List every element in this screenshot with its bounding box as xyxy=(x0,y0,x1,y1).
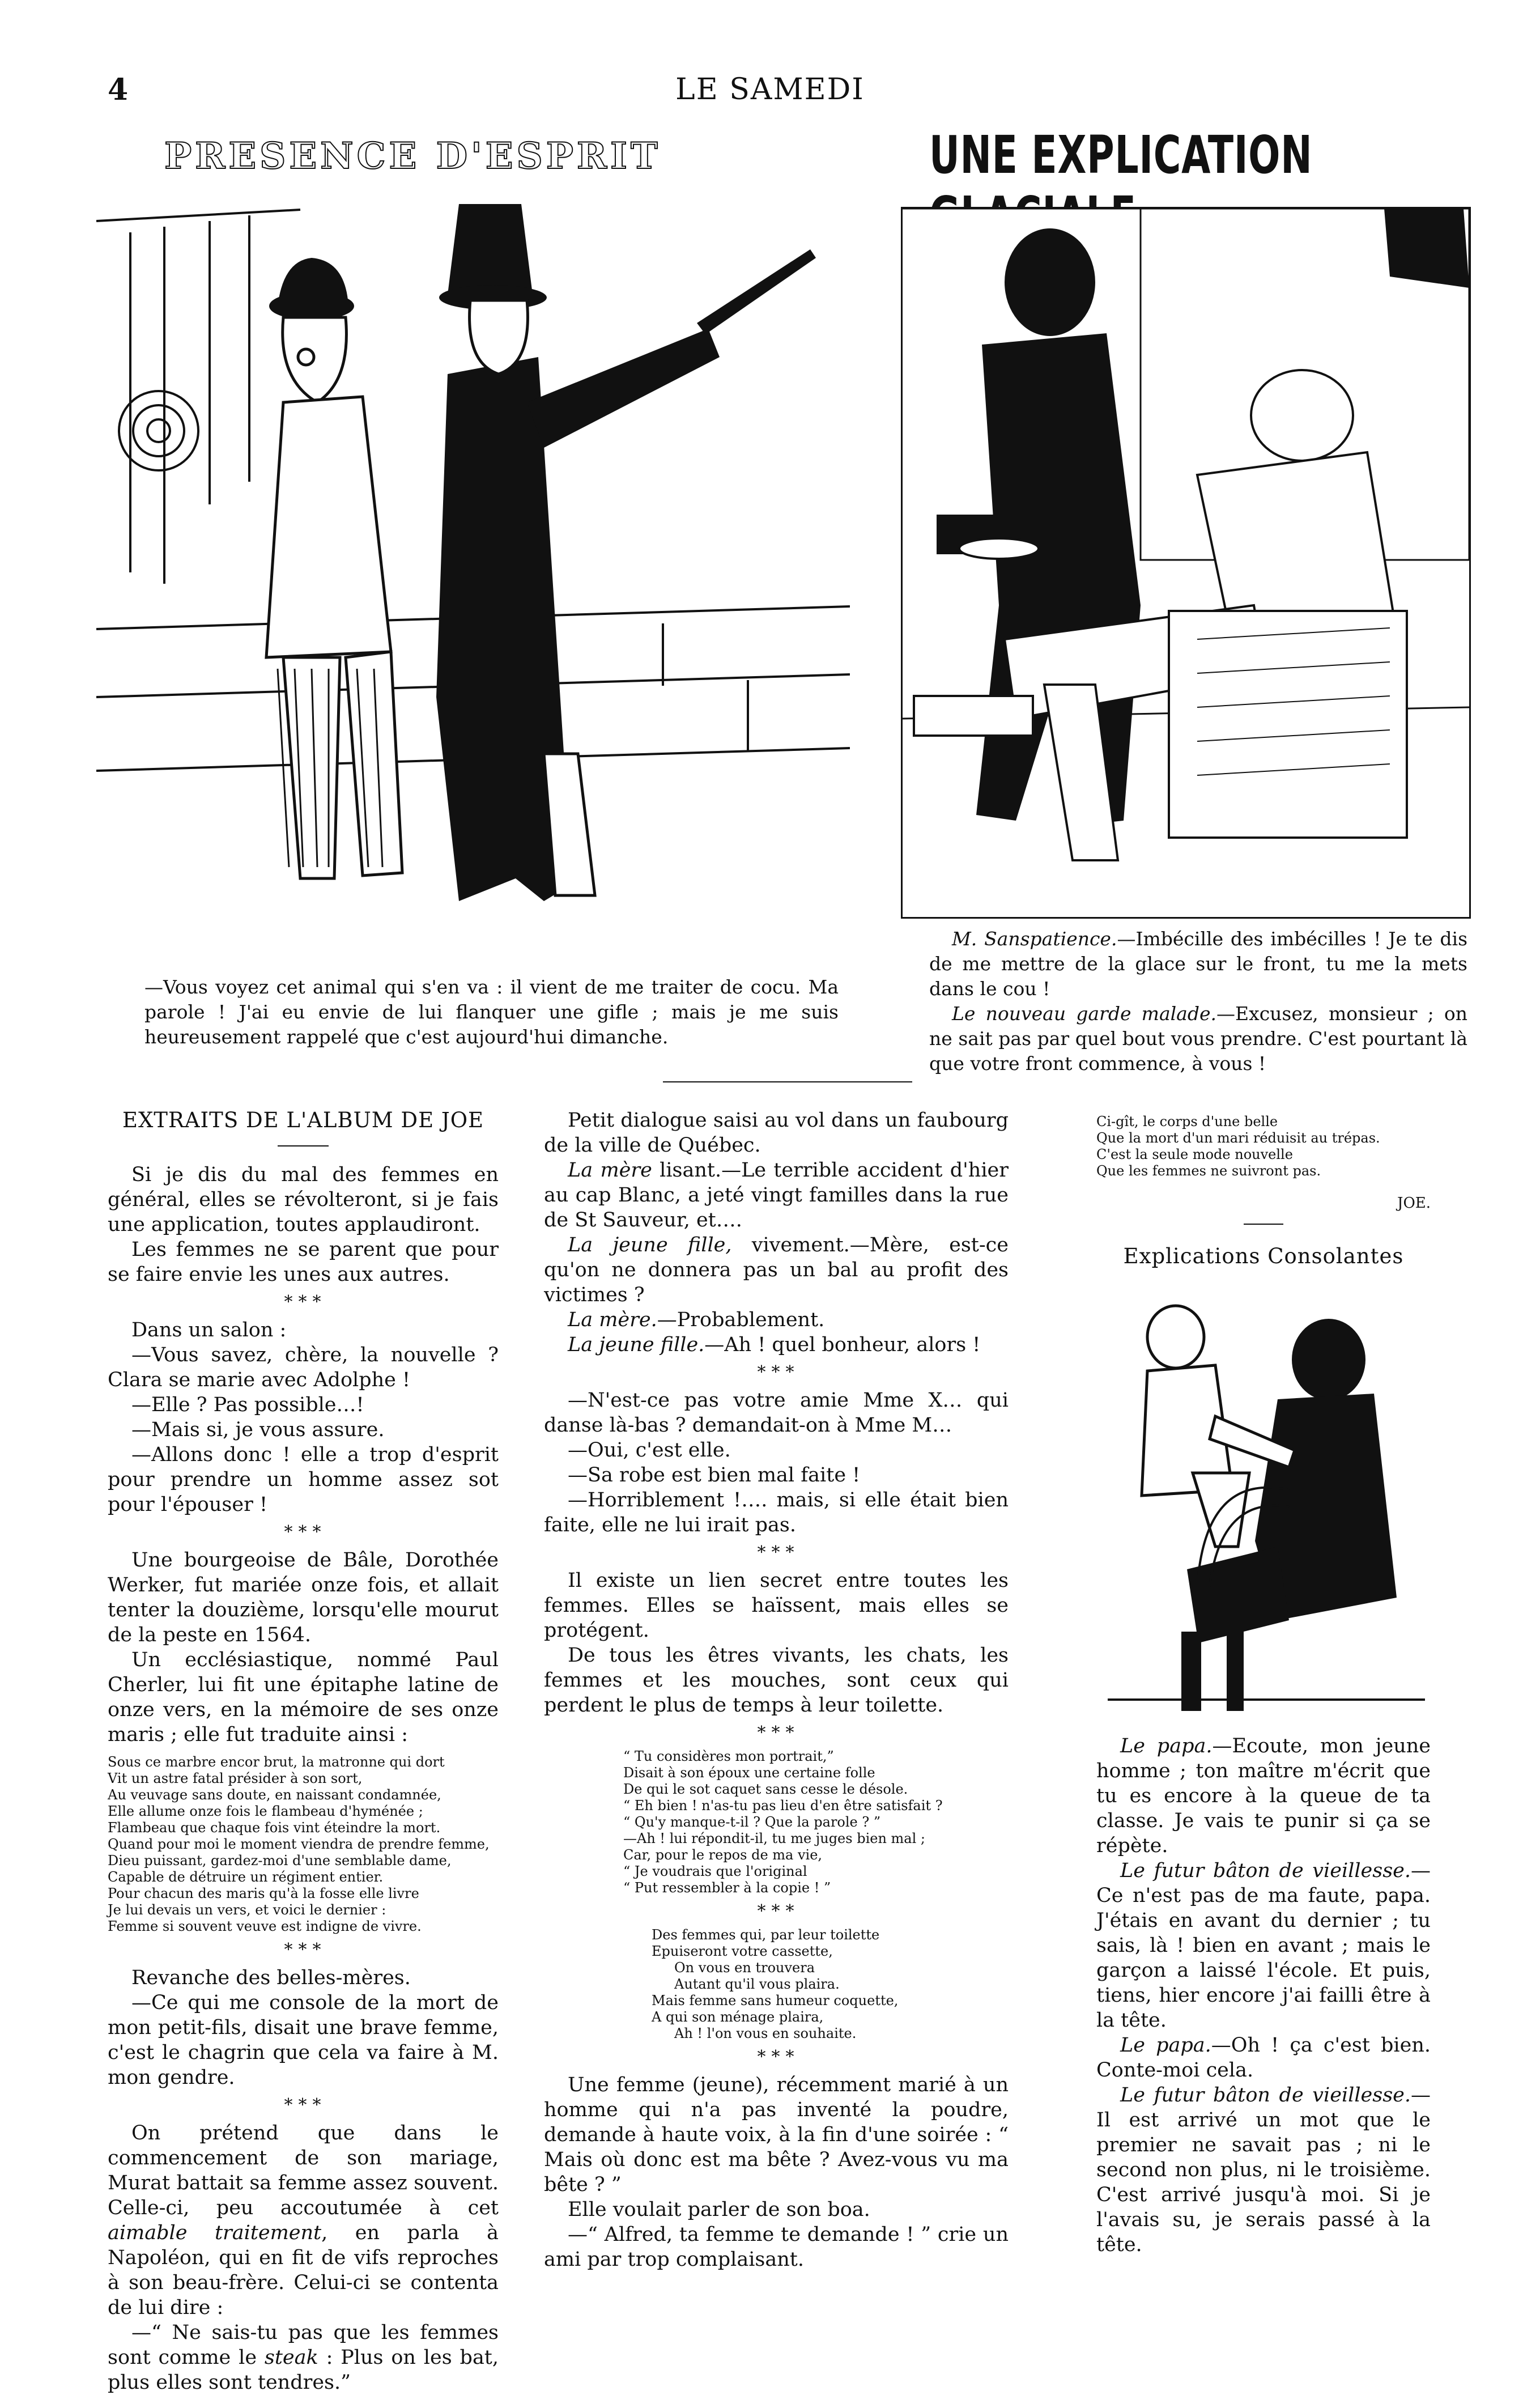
paragraph: —Oui, c'est elle. xyxy=(568,1439,731,1462)
caption-speaker-sanspatience: M. Sanspatience. xyxy=(952,928,1117,950)
paragraph: —Mais si, je vous assure. xyxy=(131,1419,385,1441)
poem-line: “ Tu considères mon portrait,” xyxy=(623,1748,834,1764)
epitaph-poem xyxy=(108,1754,499,1935)
poem-line: —Ah ! lui répondit-il, tu me juges bien mal ; xyxy=(623,1831,925,1846)
star-separator: * * * xyxy=(284,1522,322,1542)
poem-line: Disait à son époux une certaine folle xyxy=(623,1765,875,1781)
speaker: La jeune fille. xyxy=(568,1334,705,1356)
paragraph xyxy=(1096,2083,1431,2257)
paragraph: —Ce qui me console de la mort de mon petit-fils, disait une brave femme, c'est le chagrin que cela va faire à M. mon gendre. xyxy=(108,1991,499,2089)
star-separator: * * * xyxy=(757,1362,795,1382)
paragraph: Petit dialogue saisi au vol dans un faubourg de la ville de Québec. xyxy=(544,1109,1009,1157)
paragraph: —“ Alfred, ta femme te demande ! ” crie un ami par trop complaisant. xyxy=(544,2223,1009,2271)
poem-line: Sous ce marbre encor brut, la matronne qui dort xyxy=(108,1754,445,1770)
star-separator: * * * xyxy=(284,1940,322,1960)
poem-line: Au veuvage sans doute, en naissant condamnée, xyxy=(108,1787,441,1803)
heading-rule xyxy=(278,1145,329,1146)
cartoon-right-title: UNE EXPLICATION xyxy=(929,125,1313,185)
epitaph-belle xyxy=(1096,1114,1431,1179)
poem-line: Autant qu'il vous plaira. xyxy=(674,1976,840,1992)
consolantes-heading: Explications Consolantes xyxy=(1123,1244,1404,1268)
poem-line: Mais femme sans humeur coquette, xyxy=(652,1993,899,2008)
poem-line: Car, pour le repos de ma vie, xyxy=(623,1847,823,1863)
paragraph: Les femmes ne se parent que pour se faire envie les unes aux autres. xyxy=(108,1238,499,1286)
text-run: On prétend que dans le commencement de son mariage, Murat battait sa femme assez souvent. Celle-ci, peu accoutumée à cet xyxy=(108,2122,499,2219)
poem-line: Femme si souvent veuve est indigne de vivre. xyxy=(108,1918,422,1934)
poem-line: Pour chacun des maris qu'à la fosse elle livre xyxy=(108,1886,419,1901)
column-2 xyxy=(544,1108,1009,2272)
paragraph xyxy=(544,1307,1009,1332)
paragraph: Revanche des belles-mères. xyxy=(131,1967,411,1989)
cartoon-right-caption xyxy=(929,927,1467,1076)
text-run: , en parla à Napoléon, qui en fit de vifs reproches à son beau-frère. Celui-ci se contenta de lui dire : xyxy=(108,2222,499,2319)
text-run: —“ Ne sais-tu pas que les femmes sont comme le xyxy=(108,2321,499,2369)
album-heading: EXTRAITS DE L'ALBUM DE JOE xyxy=(122,1108,484,1132)
speaker: Le papa. xyxy=(1120,2034,1211,2057)
paragraph xyxy=(1096,1734,1431,1858)
emphasis: steak xyxy=(264,2346,318,2369)
toilette-poem xyxy=(652,1927,1009,2042)
column-1 xyxy=(108,1108,499,2395)
caption-speaker-garde-malade: Le nouveau garde malade. xyxy=(952,1003,1216,1025)
paragraph: —N'est-ce pas votre amie Mme X… qui danse là-bas ? demandait-on à Mme M… xyxy=(544,1389,1009,1437)
paragraph: Il existe un lien secret entre toutes les femmes. Elles se haïssent, mais elles se protégent. xyxy=(544,1569,1009,1642)
paragraph: Une femme (jeune), récemment marié à un homme qui n'a pas inventé la poudre, demande à haute voix, à la fin d'une soirée : “ Mais où donc est ma bête ? Avez-vous vu ma bête ? ” xyxy=(544,2074,1009,2196)
paragraph xyxy=(544,1332,1009,1357)
poem-line: Elle allume onze fois le flambeau d'hyménée ; xyxy=(108,1803,423,1819)
cartoon-right-illustration xyxy=(901,207,1471,919)
poem-line: “ Eh bien ! n'as-tu pas lieu d'en être satisfait ? xyxy=(623,1798,943,1814)
emphasis: aimable traitement xyxy=(108,2222,322,2244)
cartoon-left-caption: —Vous voyez cet animal qui s'en va : il vient de me traiter de cocu. Ma parole ! J'ai eu envie de lui flanquer une gifle ; mais je me suis heureusement rappelé que c'est aujourd'hui dimanche. xyxy=(144,976,839,1048)
poem-line: On vous en trouvera xyxy=(674,1960,815,1976)
paragraph: Dans un salon : xyxy=(131,1319,287,1341)
caption-text-sanspatience: —Imbécille des imbécilles ! Je te dis de me mettre de la glace sur le front, tu me la mets dans le cou ! xyxy=(929,928,1468,1000)
masthead: LE SAMEDI xyxy=(675,73,865,107)
paragraph: Elle voulait parler de son boa. xyxy=(568,2198,870,2221)
paragraph: Une bourgeoise de Bâle, Dorothée Werker, fut mariée onze fois, et allait tenter la douzième, lorsqu'elle mourut de la peste en 1564. xyxy=(108,1549,499,1646)
poem-line: Des femmes qui, par leur toilette xyxy=(652,1927,880,1943)
paragraph: —Vous savez, chère, la nouvelle ? Clara se marie avec Adolphe ! xyxy=(108,1344,499,1391)
cartoon-left-title: PRESENCE D'ESPRIT xyxy=(164,135,661,177)
paragraph: —Horriblement !…. mais, si elle était bien faite, elle ne lui irait pas. xyxy=(544,1489,1009,1536)
paragraph xyxy=(544,1233,1009,1307)
poem-line: Epuiseront votre cassette, xyxy=(652,1943,833,1959)
column-3 xyxy=(1096,1114,1431,2257)
text-run: lisant.—Le terrible accident d'hier au cap Blanc, a jeté vingt familles dans la rue de St Sauveur, et…. xyxy=(544,1159,1009,1232)
paragraph: De tous les êtres vivants, les chats, les femmes et les mouches, sont ceux qui perdent le plus de temps à leur toilette. xyxy=(544,1644,1009,1717)
poem-line: Vit un astre fatal présider à son sort, xyxy=(108,1770,363,1786)
signature: JOE. xyxy=(1397,1195,1431,1212)
star-separator: * * * xyxy=(757,1543,795,1562)
poem-line: Flambeau que chaque fois vint éteindre la mort. xyxy=(108,1820,441,1836)
portrait-poem xyxy=(623,1748,1009,1896)
star-separator: * * * xyxy=(757,2047,795,2067)
poem-line: “ Qu'y manque-t-il ? Que la parole ? ” xyxy=(623,1814,881,1830)
paragraph: Si je dis du mal des femmes en général, elles se révolteront, si je fais une application, toutes applaudiront. xyxy=(108,1163,499,1236)
poem-line: “ Je voudrais que l'original xyxy=(623,1863,807,1879)
father-son-illustration xyxy=(1108,1303,1425,1717)
poem-line: Que la mort d'un mari réduisit au trépas. xyxy=(1096,1130,1380,1146)
poem-line: Dieu puissant, gardez-moi d'une semblable dame, xyxy=(108,1853,452,1869)
divider xyxy=(1244,1224,1283,1225)
paragraph xyxy=(1096,2033,1431,2083)
speaker: Le futur bâton de vieillesse. xyxy=(1120,1859,1411,1882)
poem-line: Ah ! l'on vous en souhaite. xyxy=(674,2025,857,2041)
poem-line: Capable de détruire un régiment entier. xyxy=(108,1869,384,1885)
paragraph: Un ecclésiastique, nommé Paul Cherler, lui fit une épitaphe latine de onze vers, en la mémoire de ses onze maris ; elle fut traduite ainsi : xyxy=(108,1649,499,1746)
page-number: 4 xyxy=(108,73,129,107)
text-run: —Ce n'est pas de ma faute, papa. J'étais en avant du dernier ; tu sais, là ! bien en avant ; mais le garçon a laissé l'école. Et puis, tiens, hier encore j'ai failli être à la tête. xyxy=(1096,1859,1431,2032)
poem-line: Je lui devais un vers, et voici le dernier : xyxy=(108,1902,386,1918)
speaker: Le papa. xyxy=(1120,1735,1213,1757)
caption-text-garde-malade: —Excusez, monsieur ; on ne sait pas par quel bout vous prendre. C'est pourtant là que votre front commence, à vous ! xyxy=(929,1003,1467,1075)
star-separator: * * * xyxy=(284,2095,322,2115)
cartoon-left-illustration xyxy=(96,187,850,941)
poem-line: Que les femmes ne suivront pas. xyxy=(1096,1163,1321,1179)
paragraph: —Sa robe est bien mal faite ! xyxy=(568,1464,861,1487)
star-separator: * * * xyxy=(757,1901,795,1921)
text-run: —Oh ! ça c'est bien. Conte-moi cela. xyxy=(1096,2034,1431,2082)
poem-line: “ Put ressembler à la copie ! ” xyxy=(623,1880,831,1896)
poem-line: C'est la seule mode nouvelle xyxy=(1096,1146,1293,1162)
star-separator: * * * xyxy=(757,1723,795,1743)
speaker: La mère. xyxy=(568,1309,657,1331)
text-run: —Probablement. xyxy=(657,1309,825,1331)
speaker: La mère xyxy=(568,1159,652,1182)
paragraph xyxy=(544,1158,1009,1233)
poem-line: A qui son ménage plaira, xyxy=(652,2009,824,2025)
text-run: : Plus on les bat, plus elles sont tendres.” xyxy=(108,2346,499,2394)
speaker: La jeune fille, xyxy=(568,1234,732,1256)
section-divider xyxy=(663,1081,912,1082)
poem-line: Ci-gît, le corps d'une belle xyxy=(1096,1114,1278,1129)
poem-line: Quand pour moi le moment viendra de prendre femme, xyxy=(108,1836,490,1852)
text-run: vivement.—Mère, est-ce qu'on ne donnera pas un bal au profit des victimes ? xyxy=(544,1234,1009,1306)
speaker: Le futur bâton de vieillesse. xyxy=(1120,2084,1411,2107)
paragraph xyxy=(108,2320,499,2395)
paragraph: —Elle ? Pas possible…! xyxy=(131,1394,364,1416)
star-separator: * * * xyxy=(284,1292,322,1312)
poem-line: De qui le sot caquet sans cesse le désole. xyxy=(623,1781,908,1797)
paragraph xyxy=(108,2121,499,2320)
text-run: —Ah ! quel bonheur, alors ! xyxy=(704,1334,981,1356)
paragraph: —Allons donc ! elle a trop d'esprit pour prendre un homme assez sot pour l'épouser ! xyxy=(108,1443,499,1516)
text-run: —Ecoute, mon jeune homme ; ton maître m'écrit que tu es encore à la queue de ta classe. Je vais te punir si ça se répète. xyxy=(1096,1735,1431,1857)
paragraph xyxy=(1096,1858,1431,2033)
text-run: —Il est arrivé un mot que le premier ne savait pas ; ni le second non plus, ni le troisième. C'est arrivé jusqu'à moi. Si je l'avais su, je serais passé à la tête. xyxy=(1096,2084,1431,2256)
